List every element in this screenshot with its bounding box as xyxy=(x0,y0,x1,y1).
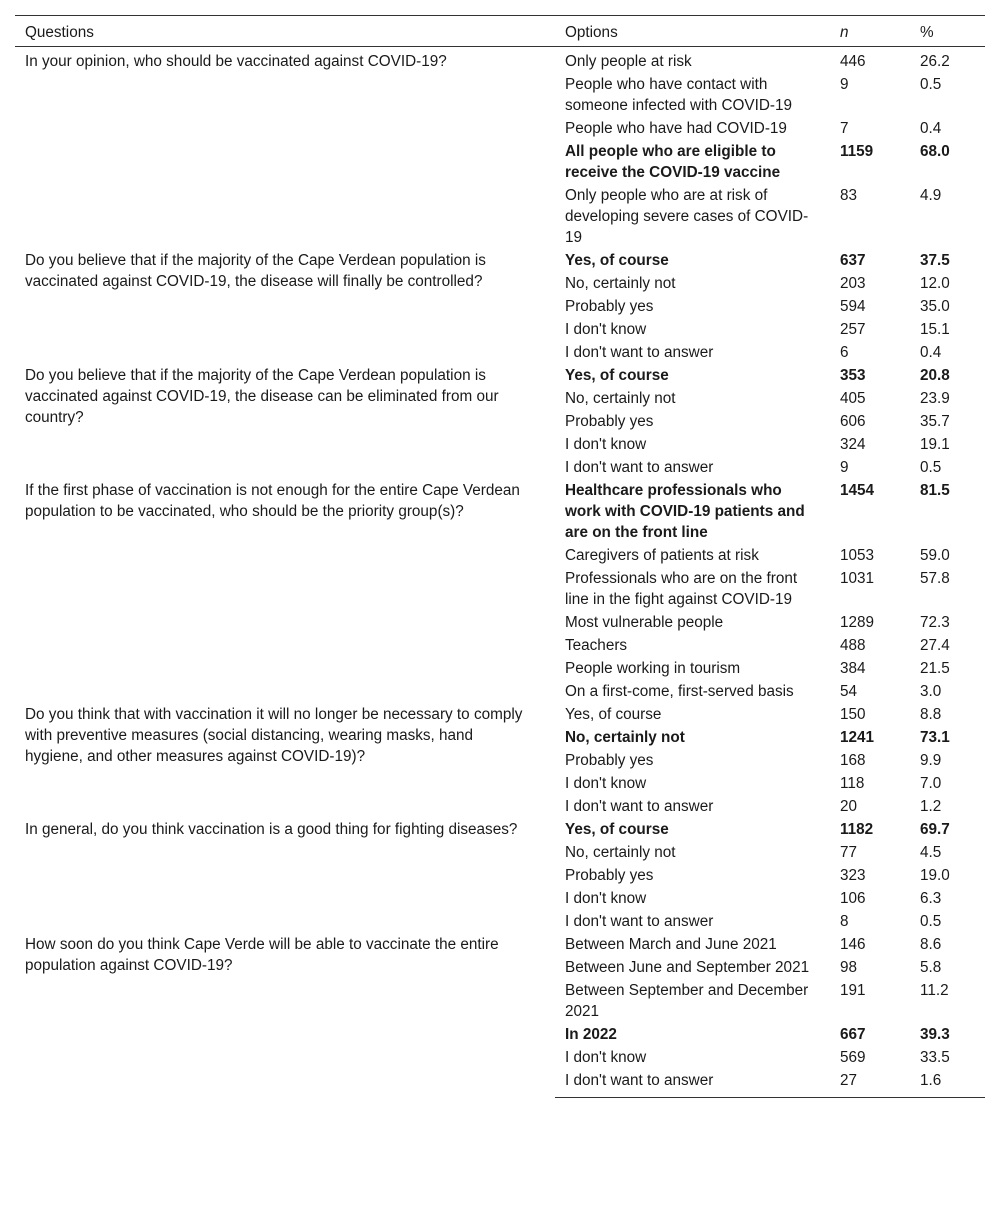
percent-cell: 73.1 xyxy=(920,729,950,746)
percent-cell: 3.0 xyxy=(920,683,942,700)
count-cell: 9 xyxy=(840,459,849,476)
percent-cell: 7.0 xyxy=(920,775,942,792)
percent-cell: 72.3 xyxy=(920,614,950,631)
percent-cell: 0.5 xyxy=(920,459,942,476)
count-cell: 637 xyxy=(840,252,866,269)
header-options: Options xyxy=(555,16,830,47)
count-cell: 1159 xyxy=(840,143,874,160)
option-cell: I don't want to answer xyxy=(565,798,714,815)
option-cell: People who have contact with someone infected with COVID-19 xyxy=(565,76,793,114)
count-cell: 1241 xyxy=(840,729,875,746)
percent-cell: 23.9 xyxy=(920,390,950,407)
percent-cell: 26.2 xyxy=(920,53,950,70)
option-cell: I don't want to answer xyxy=(565,913,714,930)
count-cell: 150 xyxy=(840,706,866,723)
count-cell: 20 xyxy=(840,798,858,815)
option-cell: All people who are eligible to receive the COVID-19 vaccine xyxy=(565,143,781,181)
percent-cell: 4.9 xyxy=(920,187,942,204)
header-row xyxy=(15,16,985,47)
option-cell: Caregivers of patients at risk xyxy=(565,547,759,564)
count-cell: 6 xyxy=(840,344,849,361)
option-cell: Yes, of course xyxy=(565,367,669,384)
count-cell: 569 xyxy=(840,1049,866,1066)
option-cell: Between September and December 2021 xyxy=(565,982,809,1020)
count-cell: 203 xyxy=(840,275,866,292)
option-cell: I don't want to answer xyxy=(555,1069,830,1098)
option-cell: No, certainly not xyxy=(565,390,676,407)
table-row xyxy=(15,818,985,841)
header-n: n xyxy=(830,16,910,47)
percent-cell: 59.0 xyxy=(920,547,950,564)
option-cell: Between March and June 2021 xyxy=(565,936,777,953)
option-cell: I don't want to answer xyxy=(565,344,714,361)
percent-cell: 27.4 xyxy=(920,637,950,654)
survey-table xyxy=(15,15,985,1098)
percent-cell: 19.1 xyxy=(920,436,950,453)
count-cell: 106 xyxy=(840,890,866,907)
count-cell: 606 xyxy=(840,413,866,430)
question-cell: In your opinion, who should be vaccinated against COVID-19? xyxy=(25,53,447,70)
count-cell: 353 xyxy=(840,367,866,384)
option-cell: People who have had COVID-19 xyxy=(565,120,787,137)
percent-cell: 9.9 xyxy=(920,752,942,769)
option-cell: Probably yes xyxy=(565,413,654,430)
percent-cell: 39.3 xyxy=(920,1026,950,1043)
option-cell: I don't know xyxy=(565,1049,647,1066)
count-cell: 1031 xyxy=(840,570,875,587)
percent-cell: 37.5 xyxy=(920,252,950,269)
count-cell: 191 xyxy=(840,982,866,999)
count-cell: 1289 xyxy=(840,614,875,631)
header-questions: Questions xyxy=(15,16,555,47)
count-cell: 323 xyxy=(840,867,866,884)
percent-cell: 57.8 xyxy=(920,570,950,587)
table-row xyxy=(15,479,985,544)
count-cell: 54 xyxy=(840,683,858,700)
option-cell: Healthcare professionals who work with COVID-19 patients and are on the front line xyxy=(565,482,805,541)
percent-cell: 35.7 xyxy=(920,413,950,430)
count-cell: 405 xyxy=(840,390,866,407)
option-cell: Yes, of course xyxy=(565,706,662,723)
option-cell: Only people who are at risk of developing severe cases of COVID-19 xyxy=(565,187,809,246)
table-row xyxy=(15,933,985,956)
percent-cell: 68.0 xyxy=(920,143,950,160)
count-cell: 324 xyxy=(840,436,866,453)
option-cell: Yes, of course xyxy=(565,821,669,838)
count-cell: 98 xyxy=(840,959,858,976)
table-row xyxy=(15,47,985,74)
count-cell: 8 xyxy=(840,913,849,930)
count-cell: 7 xyxy=(840,120,849,137)
percent-cell: 21.5 xyxy=(920,660,950,677)
table-row xyxy=(15,249,985,272)
option-cell: People working in tourism xyxy=(565,660,741,677)
question-cell: Do you believe that if the majority of the Cape Verdean population is vaccinated against COVID-19, the disease will finally be controlled? xyxy=(25,252,486,290)
count-cell: 77 xyxy=(840,844,858,861)
percent-cell: 12.0 xyxy=(920,275,950,292)
question-cell: Do you think that with vaccination it will no longer be necessary to comply with preventive measures (social distancing, wearing masks, hand hygiene, and other measures against COVID-19)? xyxy=(25,706,523,765)
count-cell: 1454 xyxy=(840,482,875,499)
percent-cell: 1.6 xyxy=(910,1069,985,1098)
percent-cell: 6.3 xyxy=(920,890,942,907)
option-cell: In 2022 xyxy=(565,1026,617,1043)
count-cell: 667 xyxy=(840,1026,866,1043)
question-cell: How soon do you think Cape Verde will be able to vaccinate the entire population against COVID-19? xyxy=(25,936,499,974)
percent-cell: 81.5 xyxy=(920,482,950,499)
header-percent: % xyxy=(910,16,985,47)
percent-cell: 0.5 xyxy=(920,76,942,93)
option-cell: Yes, of course xyxy=(565,252,669,269)
option-cell: Professionals who are on the front line in the fight against COVID-19 xyxy=(565,570,798,608)
percent-cell: 20.8 xyxy=(920,367,950,384)
percent-cell: 11.2 xyxy=(920,982,949,999)
count-cell: 118 xyxy=(840,775,865,792)
table-row xyxy=(15,703,985,726)
percent-cell: 19.0 xyxy=(920,867,950,884)
count-cell: 446 xyxy=(840,53,866,70)
percent-cell: 8.8 xyxy=(920,706,942,723)
option-cell: No, certainly not xyxy=(565,275,676,292)
option-cell: I don't know xyxy=(565,775,647,792)
option-cell: Only people at risk xyxy=(565,53,692,70)
option-cell: I don't want to answer xyxy=(565,459,714,476)
count-cell: 1182 xyxy=(840,821,874,838)
option-cell: No, certainly not xyxy=(565,729,685,746)
percent-cell: 15.1 xyxy=(920,321,950,338)
table-row xyxy=(15,364,985,387)
percent-cell: 4.5 xyxy=(920,844,942,861)
option-cell: Probably yes xyxy=(565,298,654,315)
percent-cell: 0.4 xyxy=(920,120,942,137)
count-cell: 146 xyxy=(840,936,866,953)
option-cell: Probably yes xyxy=(565,867,654,884)
option-cell: On a first-come, first-served basis xyxy=(565,683,794,700)
option-cell: Most vulnerable people xyxy=(565,614,724,631)
option-cell: Between June and September 2021 xyxy=(565,959,810,976)
count-cell: 9 xyxy=(840,76,849,93)
question-cell: In general, do you think vaccination is a good thing for fighting diseases? xyxy=(25,821,518,838)
question-cell: If the first phase of vaccination is not enough for the entire Cape Verdean population to be vaccinated, who should be the priority group(s)? xyxy=(25,482,520,520)
option-cell: I don't know xyxy=(565,436,647,453)
option-cell: Teachers xyxy=(565,637,628,654)
count-cell: 384 xyxy=(840,660,866,677)
percent-cell: 0.4 xyxy=(920,344,942,361)
count-cell: 1053 xyxy=(840,547,875,564)
percent-cell: 0.5 xyxy=(920,913,942,930)
percent-cell: 1.2 xyxy=(920,798,942,815)
question-cell: Do you believe that if the majority of the Cape Verdean population is vaccinated against COVID-19, the disease can be eliminated from our country? xyxy=(25,367,499,426)
percent-cell: 33.5 xyxy=(920,1049,950,1066)
count-cell: 168 xyxy=(840,752,866,769)
option-cell: I don't know xyxy=(565,321,647,338)
percent-cell: 35.0 xyxy=(920,298,950,315)
option-cell: I don't know xyxy=(565,890,647,907)
count-cell: 83 xyxy=(840,187,858,204)
table-body xyxy=(15,47,985,1098)
percent-cell: 69.7 xyxy=(920,821,950,838)
count-cell: 27 xyxy=(830,1069,910,1098)
count-cell: 257 xyxy=(840,321,866,338)
option-cell: No, certainly not xyxy=(565,844,676,861)
percent-cell: 5.8 xyxy=(920,959,942,976)
percent-cell: 8.6 xyxy=(920,936,942,953)
option-cell: Probably yes xyxy=(565,752,654,769)
count-cell: 594 xyxy=(840,298,866,315)
count-cell: 488 xyxy=(840,637,866,654)
